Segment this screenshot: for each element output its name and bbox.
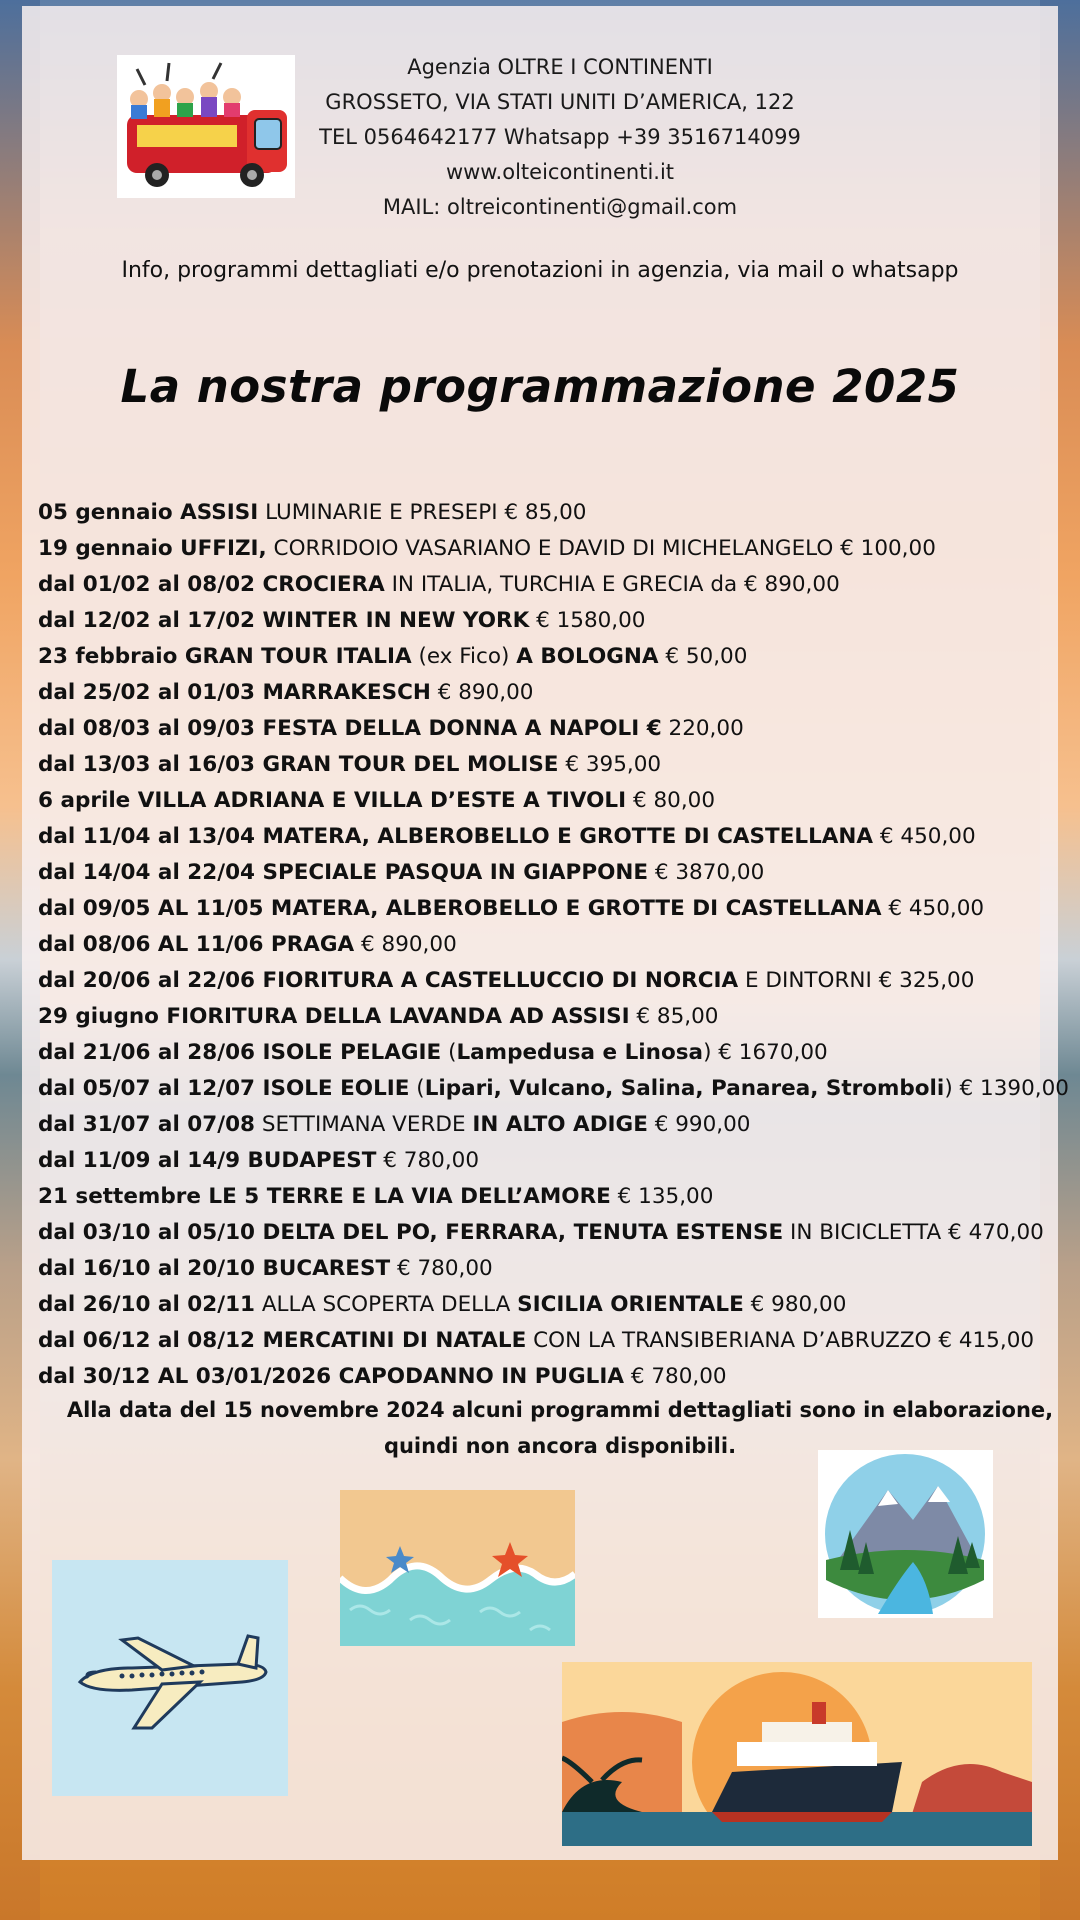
event-text: € 85,00 (629, 1004, 719, 1029)
event-item (38, 1251, 1068, 1287)
event-text: CON LA TRANSIBERIANA D’ABRUZZO € 415,00 (526, 1328, 1035, 1353)
event-text: € 780,00 (624, 1364, 727, 1389)
event-text: ( (409, 1076, 425, 1101)
event-text: dal 05/07 al 12/07 ISOLE EOLIE (38, 1076, 410, 1101)
event-text: Lipari, Vulcano, Salina, Panarea, Stromboli (424, 1076, 945, 1101)
event-item (38, 855, 1068, 891)
event-text: IN ALTO ADIGE (472, 1112, 648, 1137)
event-text: 220,00 (661, 716, 744, 741)
events-list (38, 495, 1068, 1395)
event-text: dal 13/03 al 16/03 GRAN TOUR DEL MOLISE (38, 752, 559, 777)
note-line-1: Alla data del 15 novembre 2024 alcuni programmi dettagliati sono in elaborazione, (66, 1398, 1054, 1422)
event-text: dal 25/02 al 01/03 MARRAKESCH (38, 680, 431, 705)
event-item (38, 1179, 1068, 1215)
event-item (38, 1035, 1068, 1071)
agency-email[interactable]: MAIL: oltreicontinenti@gmail.com (382, 195, 738, 219)
event-text: LUMINARIE E PRESEPI € 85,00 (258, 500, 587, 525)
airplane-icon (52, 1560, 288, 1796)
event-item (38, 603, 1068, 639)
event-item (38, 1071, 1068, 1107)
event-text: dal 06/12 al 08/12 MERCATINI DI NATALE (38, 1328, 527, 1353)
event-text: ( (441, 1040, 457, 1065)
event-text: € 135,00 (610, 1184, 714, 1209)
event-text: dal 03/10 al 05/10 DELTA DEL PO, FERRARA, TENUTA ESTENSE (38, 1220, 784, 1245)
event-item (38, 747, 1068, 783)
event-text: ) € 1670,00 (703, 1040, 828, 1065)
event-text: € 980,00 (743, 1292, 847, 1317)
event-text: dal 11/04 al 13/04 MATERA, ALBEROBELLO E GROTTE DI CASTELLANA (38, 824, 874, 849)
event-text: € 50,00 (658, 644, 748, 669)
agency-phone[interactable]: TEL 0564642177 Whatsapp +39 3516714099 (319, 125, 801, 149)
event-text: dal 16/10 al 20/10 BUCAREST (38, 1256, 391, 1281)
event-item (38, 675, 1068, 711)
event-text: CORRIDOIO VASARIANO E DAVID DI MICHELANGELO € 100,00 (266, 536, 936, 561)
event-item (38, 495, 1068, 531)
agency-website[interactable]: www.olteicontinenti.it (445, 160, 675, 184)
event-text: E DINTORNI € 325,00 (738, 968, 975, 993)
event-text: SETTIMANA VERDE (254, 1112, 473, 1137)
event-item (38, 927, 1068, 963)
event-text: dal 08/06 AL 11/06 PRAGA (38, 932, 355, 957)
event-text: € 890,00 (430, 680, 534, 705)
event-item (38, 1323, 1068, 1359)
event-text: ) € 1390,00 (944, 1076, 1069, 1101)
event-text: dal 08/03 al 09/03 FESTA DELLA DONNA A NAPOLI € (38, 716, 662, 741)
event-item (38, 531, 1068, 567)
event-item (38, 567, 1068, 603)
event-item (38, 639, 1068, 675)
event-text: dal 09/05 AL 11/05 MATERA, ALBEROBELLO E GROTTE DI CASTELLANA (38, 896, 882, 921)
event-text: 21 settembre LE 5 TERRE E LA VIA DELL’AMORE (38, 1184, 611, 1209)
event-text: 23 febbraio GRAN TOUR ITALIA (38, 644, 412, 669)
event-text: dal 11/09 al 14/9 BUDAPEST (38, 1148, 377, 1173)
event-text: € 780,00 (390, 1256, 493, 1281)
event-item (38, 891, 1068, 927)
event-text: € 3870,00 (648, 860, 765, 885)
event-text: 05 gennaio ASSISI (38, 500, 259, 525)
event-text: € 990,00 (647, 1112, 751, 1137)
event-item (38, 1107, 1068, 1143)
event-text: 29 giugno FIORITURA DELLA LAVANDA AD ASSISI (38, 1004, 630, 1029)
event-item (38, 1287, 1068, 1323)
event-item (38, 1215, 1068, 1251)
page-title: La nostra programmazione 2025 (120, 360, 960, 413)
event-text: € 450,00 (881, 896, 985, 921)
event-item (38, 711, 1068, 747)
event-text: IN BICICLETTA € 470,00 (783, 1220, 1044, 1245)
cruise-ship-icon (562, 1662, 1032, 1846)
agency-header (0, 50, 1080, 225)
event-text: 19 gennaio UFFIZI, (38, 536, 267, 561)
event-text: dal 26/10 al 02/11 (38, 1292, 255, 1317)
event-text: € 780,00 (376, 1148, 480, 1173)
event-item (38, 819, 1068, 855)
event-text: dal 21/06 al 28/06 ISOLE PELAGIE (38, 1040, 442, 1065)
event-item (38, 963, 1068, 999)
event-item (38, 783, 1068, 819)
beach-icon (340, 1490, 575, 1646)
event-text: dal 20/06 al 22/06 FIORITURA A CASTELLUCCIO DI NORCIA (38, 968, 739, 993)
event-item (38, 1359, 1068, 1395)
event-text: (ex Fico) (411, 644, 517, 669)
event-text: Lampedusa e Linosa (456, 1040, 704, 1065)
event-text: ALLA SCOPERTA DELLA (254, 1292, 518, 1317)
event-text: dal 12/02 al 17/02 WINTER IN NEW YORK (38, 608, 530, 633)
event-text: € 890,00 (354, 932, 457, 957)
event-text: A BOLOGNA (516, 644, 659, 669)
event-text: dal 01/02 al 08/02 CROCIERA (38, 572, 385, 597)
agency-name: Agenzia OLTRE I CONTINENTI (407, 55, 713, 79)
event-item (38, 1143, 1068, 1179)
event-text: dal 30/12 AL 03/01/2026 CAPODANNO IN PUGLIA (38, 1364, 624, 1389)
mountain-landscape-icon (818, 1450, 993, 1618)
agency-address: GROSSETO, VIA STATI UNITI D’AMERICA, 122 (325, 90, 795, 114)
event-text: IN ITALIA, TURCHIA E GRECIA da € 890,00 (384, 572, 840, 597)
event-text: € 80,00 (626, 788, 716, 813)
event-text: dal 14/04 al 22/04 SPECIALE PASQUA IN GIAPPONE (38, 860, 649, 885)
event-text: dal 31/07 al 07/08 (38, 1112, 255, 1137)
event-text: € 1580,00 (529, 608, 646, 633)
note-line-2: quindi non ancora disponibili. (383, 1434, 737, 1458)
event-text: € 395,00 (558, 752, 662, 777)
info-line: Info, programmi dettagliati e/o prenotazioni in agenzia, via mail o whatsapp (121, 258, 959, 283)
event-text: SICILIA ORIENTALE (517, 1292, 744, 1317)
event-text: € 450,00 (873, 824, 976, 849)
event-text: 6 aprile VILLA ADRIANA E VILLA D’ESTE A TIVOLI (38, 788, 627, 813)
event-item (38, 999, 1068, 1035)
